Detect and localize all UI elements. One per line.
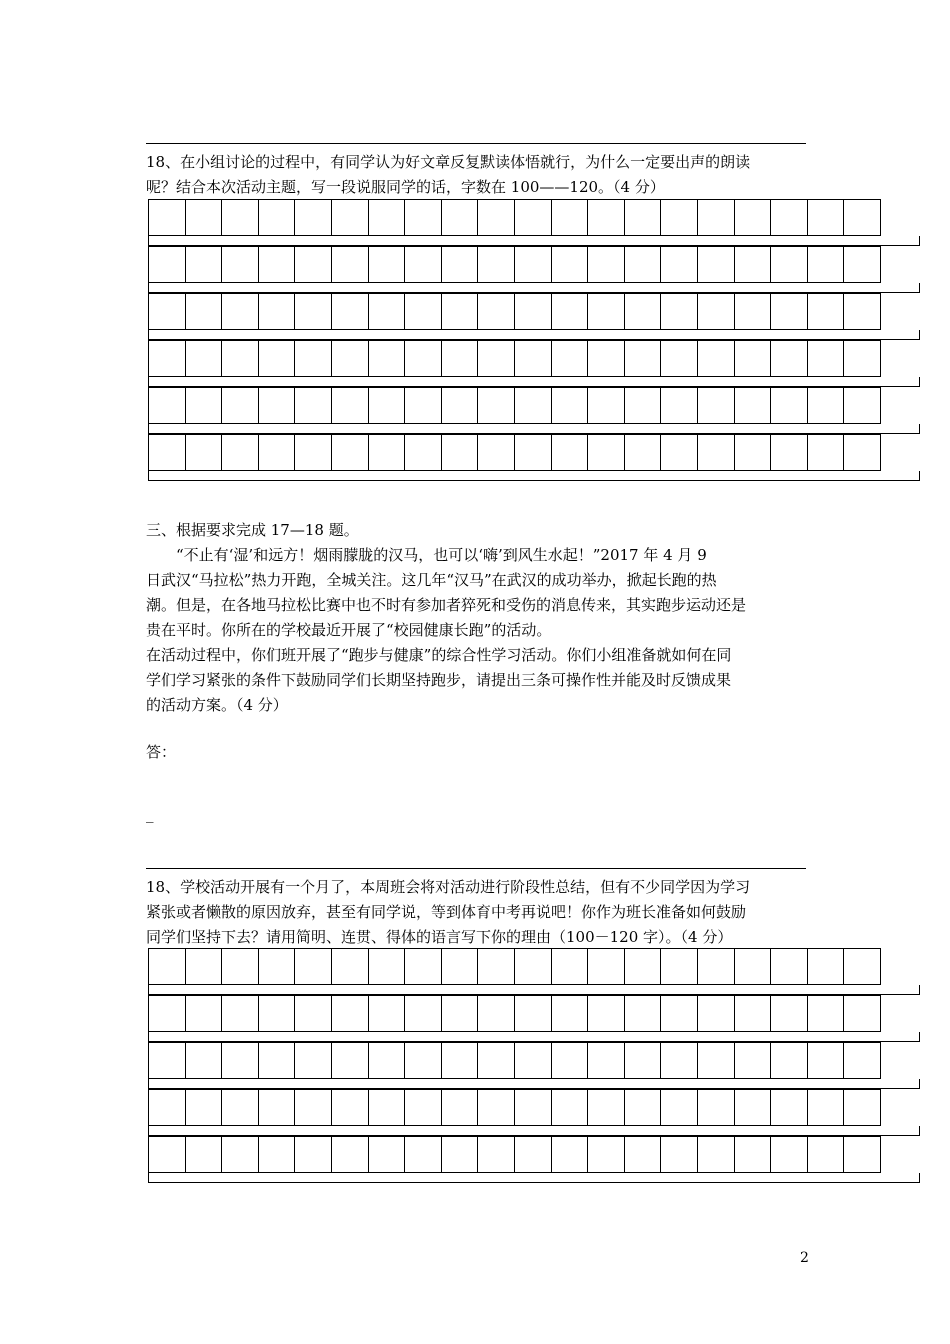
grid-cell[interactable]: [624, 948, 662, 985]
grid-cell[interactable]: [477, 199, 515, 236]
grid-cell[interactable]: [734, 293, 772, 330]
grid-row: [148, 995, 920, 1032]
grid-cell[interactable]: [624, 387, 662, 424]
grid-cell[interactable]: [148, 1089, 186, 1126]
grid-cell[interactable]: [477, 434, 515, 471]
grid-cell[interactable]: [441, 199, 479, 236]
grid-row-gap: [148, 985, 920, 995]
grid-cell[interactable]: [551, 199, 589, 236]
grid-cell[interactable]: [441, 434, 479, 471]
grid-cell[interactable]: [697, 199, 735, 236]
grid-cell[interactable]: [770, 1042, 808, 1079]
grid-cell[interactable]: [404, 434, 442, 471]
grid-cell[interactable]: [624, 199, 662, 236]
grid-cell[interactable]: [441, 1136, 479, 1173]
grid-cell[interactable]: [258, 340, 296, 377]
writing-grid-q18a[interactable]: [148, 199, 920, 481]
grid-cell[interactable]: [294, 995, 332, 1032]
grid-cell[interactable]: [697, 1136, 735, 1173]
grid-cell[interactable]: [697, 246, 735, 283]
grid-cell[interactable]: [368, 995, 406, 1032]
grid-cell[interactable]: [404, 1089, 442, 1126]
grid-cell[interactable]: [477, 948, 515, 985]
grid-cell[interactable]: [148, 293, 186, 330]
answer-blank[interactable]: _: [146, 805, 154, 823]
grid-cell[interactable]: [258, 293, 296, 330]
grid-cell[interactable]: [185, 293, 223, 330]
grid-cell[interactable]: [331, 340, 369, 377]
grid-cell[interactable]: [258, 995, 296, 1032]
grid-cell[interactable]: [770, 995, 808, 1032]
grid-cell[interactable]: [258, 1136, 296, 1173]
grid-cell[interactable]: [331, 293, 369, 330]
grid-cell[interactable]: [441, 948, 479, 985]
grid-cell[interactable]: [185, 199, 223, 236]
grid-cell[interactable]: [331, 1136, 369, 1173]
grid-cell[interactable]: [294, 1089, 332, 1126]
grid-cell[interactable]: [843, 293, 881, 330]
grid-cell[interactable]: [551, 948, 589, 985]
grid-cell[interactable]: [514, 995, 552, 1032]
grid-cell[interactable]: [221, 387, 259, 424]
grid-cell[interactable]: [734, 1136, 772, 1173]
grid-cell[interactable]: [185, 1042, 223, 1079]
grid-row-gap: [148, 377, 920, 387]
grid-cell[interactable]: [514, 293, 552, 330]
grid-cell[interactable]: [697, 1089, 735, 1126]
grid-cell[interactable]: [843, 434, 881, 471]
grid-cell[interactable]: [221, 340, 259, 377]
grid-cell[interactable]: [477, 1089, 515, 1126]
grid-cell[interactable]: [294, 340, 332, 377]
grid-cell[interactable]: [807, 293, 845, 330]
grid-cell[interactable]: [660, 340, 698, 377]
grid-cell[interactable]: [624, 246, 662, 283]
grid-cell[interactable]: [587, 948, 625, 985]
grid-cell[interactable]: [734, 995, 772, 1032]
grid-cell[interactable]: [587, 995, 625, 1032]
grid-cell[interactable]: [185, 1136, 223, 1173]
grid-cell[interactable]: [148, 387, 186, 424]
grid-cell[interactable]: [148, 246, 186, 283]
grid-row: [148, 246, 920, 283]
grid-cell[interactable]: [221, 1042, 259, 1079]
page-number: 2: [800, 1250, 809, 1266]
grid-cell[interactable]: [551, 1042, 589, 1079]
grid-cell[interactable]: [660, 387, 698, 424]
grid-row-gap: [148, 471, 920, 481]
writing-grid-q18b[interactable]: [148, 948, 920, 1183]
grid-cell[interactable]: [331, 199, 369, 236]
grid-cell[interactable]: [148, 340, 186, 377]
grid-cell[interactable]: [697, 340, 735, 377]
grid-cell[interactable]: [697, 1042, 735, 1079]
grid-cell[interactable]: [185, 340, 223, 377]
q18a-line-2: 呢？结合本次活动主题，写一段说服同学的话，字数在 100——120。（4 分）: [146, 178, 665, 196]
q18a-line-1: 18、在小组讨论的过程中，有同学认为好文章反复默读体悟就行，为什么一定要出声的朗读: [146, 153, 751, 171]
grid-cell[interactable]: [587, 340, 625, 377]
q18b-prompt: [146, 875, 806, 950]
grid-cell[interactable]: [551, 293, 589, 330]
grid-cell[interactable]: [624, 1089, 662, 1126]
grid-row-gap: [148, 283, 920, 293]
grid-cell[interactable]: [148, 1042, 186, 1079]
grid-cell[interactable]: [514, 948, 552, 985]
body-line-7: 的活动方案。（4 分）: [146, 696, 288, 714]
top-divider: [146, 143, 806, 144]
grid-cell[interactable]: [148, 434, 186, 471]
q18b-line-3: 同学们坚持下去？请用简明、连贯、得体的语言写下你的理由（100－120 字）。（4 分）: [146, 928, 733, 946]
grid-cell[interactable]: [770, 948, 808, 985]
grid-cell[interactable]: [294, 948, 332, 985]
grid-cell[interactable]: [734, 434, 772, 471]
grid-cell[interactable]: [441, 1042, 479, 1079]
grid-row: [148, 1089, 920, 1126]
grid-row: [148, 199, 920, 236]
grid-cell[interactable]: [807, 1089, 845, 1126]
grid-cell[interactable]: [624, 1136, 662, 1173]
q18b-line-2: 紧张或者懒散的原因放弃，甚至有同学说，等到体育中考再说吧！你作为班长准备如何鼓励: [146, 903, 747, 921]
section-three-heading: 三、根据要求完成 17—18 题。: [146, 521, 359, 539]
grid-cell[interactable]: [221, 995, 259, 1032]
grid-cell[interactable]: [551, 995, 589, 1032]
body-line-1: “不止有‘湿’和远方！烟雨朦胧的汉马，也可以‘嗨’到风生水起！”2017 年 4 月 9: [176, 546, 707, 564]
grid-cell[interactable]: [148, 995, 186, 1032]
grid-row-gap: [148, 1079, 920, 1089]
grid-cell[interactable]: [294, 1136, 332, 1173]
grid-cell[interactable]: [148, 948, 186, 985]
grid-cell[interactable]: [697, 995, 735, 1032]
grid-cell[interactable]: [624, 434, 662, 471]
grid-cell[interactable]: [331, 246, 369, 283]
grid-cell[interactable]: [734, 199, 772, 236]
grid-cell[interactable]: [477, 1136, 515, 1173]
grid-cell[interactable]: [477, 246, 515, 283]
grid-cell[interactable]: [331, 387, 369, 424]
grid-cell[interactable]: [368, 199, 406, 236]
grid-cell[interactable]: [807, 246, 845, 283]
grid-cell[interactable]: [331, 434, 369, 471]
grid-cell[interactable]: [294, 293, 332, 330]
grid-cell[interactable]: [514, 387, 552, 424]
grid-cell[interactable]: [807, 995, 845, 1032]
grid-cell[interactable]: [148, 199, 186, 236]
grid-cell[interactable]: [477, 387, 515, 424]
grid-cell[interactable]: [660, 1089, 698, 1126]
body-line-2: 日武汉“马拉松”热力开跑，全城关注。这几年“汉马”在武汉的成功举办，掀起长跑的热: [146, 571, 717, 589]
grid-cell[interactable]: [294, 387, 332, 424]
grid-cell[interactable]: [404, 246, 442, 283]
grid-cell[interactable]: [514, 246, 552, 283]
grid-cell[interactable]: [514, 340, 552, 377]
grid-cell[interactable]: [770, 434, 808, 471]
grid-cell[interactable]: [770, 387, 808, 424]
grid-row-gap: [148, 424, 920, 434]
grid-cell[interactable]: [258, 948, 296, 985]
grid-cell[interactable]: [734, 340, 772, 377]
grid-cell[interactable]: [843, 1136, 881, 1173]
grid-cell[interactable]: [587, 387, 625, 424]
grid-cell[interactable]: [770, 1136, 808, 1173]
grid-row-gap: [148, 1173, 920, 1183]
grid-cell[interactable]: [185, 1089, 223, 1126]
grid-cell[interactable]: [368, 387, 406, 424]
grid-cell[interactable]: [368, 293, 406, 330]
grid-cell[interactable]: [331, 1089, 369, 1126]
grid-cell[interactable]: [843, 995, 881, 1032]
grid-cell[interactable]: [368, 1136, 406, 1173]
body-line-3: 潮。但是，在各地马拉松比赛中也不时有参加者猝死和受伤的消息传来，其实跑步运动还是: [146, 596, 747, 614]
grid-cell[interactable]: [734, 1089, 772, 1126]
grid-cell[interactable]: [697, 434, 735, 471]
grid-cell[interactable]: [258, 1042, 296, 1079]
grid-cell[interactable]: [514, 434, 552, 471]
grid-cell[interactable]: [404, 995, 442, 1032]
grid-cell[interactable]: [624, 293, 662, 330]
grid-row-gap: [148, 330, 920, 340]
grid-cell[interactable]: [697, 387, 735, 424]
grid-cell[interactable]: [185, 434, 223, 471]
grid-cell[interactable]: [551, 340, 589, 377]
grid-cell[interactable]: [587, 1042, 625, 1079]
grid-cell[interactable]: [734, 246, 772, 283]
grid-cell[interactable]: [770, 340, 808, 377]
grid-cell[interactable]: [660, 1136, 698, 1173]
grid-cell[interactable]: [514, 1042, 552, 1079]
grid-cell[interactable]: [660, 199, 698, 236]
grid-cell[interactable]: [587, 199, 625, 236]
q18b-line-1: 18、学校活动开展有一个月了，本周班会将对活动进行阶段性总结，但有不少同学因为学习: [146, 878, 751, 896]
grid-cell[interactable]: [551, 1136, 589, 1173]
grid-row: [148, 387, 920, 424]
grid-cell[interactable]: [331, 948, 369, 985]
grid-cell[interactable]: [368, 434, 406, 471]
middle-divider: [146, 868, 806, 869]
grid-cell[interactable]: [441, 246, 479, 283]
grid-cell[interactable]: [551, 387, 589, 424]
grid-cell[interactable]: [807, 340, 845, 377]
body-line-4: 贵在平时。你所在的学校最近开展了“校园健康长跑”的活动。: [146, 621, 552, 639]
answer-label: 答：: [146, 743, 177, 761]
grid-cell[interactable]: [185, 246, 223, 283]
grid-cell[interactable]: [624, 1042, 662, 1079]
grid-row-gap: [148, 236, 920, 246]
grid-cell[interactable]: [441, 340, 479, 377]
q18a-prompt: [146, 150, 806, 200]
grid-cell[interactable]: [624, 340, 662, 377]
grid-cell[interactable]: [770, 293, 808, 330]
grid-cell[interactable]: [843, 948, 881, 985]
grid-cell[interactable]: [148, 1136, 186, 1173]
grid-cell[interactable]: [807, 434, 845, 471]
grid-cell[interactable]: [660, 293, 698, 330]
grid-cell[interactable]: [221, 434, 259, 471]
grid-cell[interactable]: [587, 246, 625, 283]
grid-cell[interactable]: [441, 1089, 479, 1126]
grid-row: [148, 1042, 920, 1079]
grid-cell[interactable]: [587, 434, 625, 471]
grid-cell[interactable]: [294, 1042, 332, 1079]
grid-cell[interactable]: [734, 948, 772, 985]
grid-cell[interactable]: [221, 1089, 259, 1126]
grid-cell[interactable]: [660, 948, 698, 985]
grid-cell[interactable]: [514, 199, 552, 236]
grid-cell[interactable]: [514, 1136, 552, 1173]
grid-cell[interactable]: [404, 1042, 442, 1079]
grid-cell[interactable]: [404, 340, 442, 377]
grid-cell[interactable]: [734, 1042, 772, 1079]
grid-cell[interactable]: [587, 1136, 625, 1173]
grid-row: [148, 1136, 920, 1173]
grid-cell[interactable]: [404, 1136, 442, 1173]
grid-cell[interactable]: [660, 434, 698, 471]
section-three-body: [146, 543, 806, 718]
grid-cell[interactable]: [221, 948, 259, 985]
grid-cell[interactable]: [404, 387, 442, 424]
grid-cell[interactable]: [294, 246, 332, 283]
body-line-6: 学们学习紧张的条件下鼓励同学们长期坚持跑步，请提出三条可操作性并能及时反馈成果: [146, 671, 732, 689]
grid-cell[interactable]: [258, 1089, 296, 1126]
grid-row: [148, 293, 920, 330]
grid-row: [148, 948, 920, 985]
grid-cell[interactable]: [843, 340, 881, 377]
grid-cell[interactable]: [807, 387, 845, 424]
grid-cell[interactable]: [294, 434, 332, 471]
grid-cell[interactable]: [185, 995, 223, 1032]
grid-row-gap: [148, 1126, 920, 1136]
grid-cell[interactable]: [368, 1089, 406, 1126]
grid-cell[interactable]: [624, 995, 662, 1032]
grid-cell[interactable]: [441, 293, 479, 330]
grid-cell[interactable]: [697, 293, 735, 330]
grid-cell[interactable]: [368, 948, 406, 985]
grid-cell[interactable]: [404, 293, 442, 330]
grid-cell[interactable]: [660, 246, 698, 283]
grid-cell[interactable]: [368, 340, 406, 377]
grid-cell[interactable]: [221, 293, 259, 330]
grid-cell[interactable]: [441, 995, 479, 1032]
grid-cell[interactable]: [185, 387, 223, 424]
grid-cell[interactable]: [843, 199, 881, 236]
grid-cell[interactable]: [294, 199, 332, 236]
grid-cell[interactable]: [331, 995, 369, 1032]
grid-cell[interactable]: [807, 199, 845, 236]
grid-cell[interactable]: [441, 387, 479, 424]
grid-cell[interactable]: [331, 1042, 369, 1079]
grid-cell[interactable]: [807, 948, 845, 985]
grid-cell[interactable]: [843, 1089, 881, 1126]
grid-cell[interactable]: [258, 199, 296, 236]
grid-cell[interactable]: [404, 948, 442, 985]
grid-cell[interactable]: [770, 246, 808, 283]
grid-cell[interactable]: [477, 340, 515, 377]
grid-cell[interactable]: [551, 434, 589, 471]
grid-cell[interactable]: [660, 995, 698, 1032]
grid-cell[interactable]: [697, 948, 735, 985]
grid-row: [148, 340, 920, 377]
grid-cell[interactable]: [258, 246, 296, 283]
grid-cell[interactable]: [221, 199, 259, 236]
grid-cell[interactable]: [807, 1042, 845, 1079]
grid-cell[interactable]: [477, 995, 515, 1032]
grid-cell[interactable]: [258, 387, 296, 424]
grid-cell[interactable]: [551, 1089, 589, 1126]
grid-cell[interactable]: [843, 387, 881, 424]
grid-cell[interactable]: [843, 1042, 881, 1079]
grid-cell[interactable]: [770, 1089, 808, 1126]
grid-cell[interactable]: [221, 1136, 259, 1173]
grid-cell[interactable]: [404, 199, 442, 236]
grid-cell[interactable]: [221, 246, 259, 283]
grid-row-gap: [148, 1032, 920, 1042]
body-line-5: 在活动过程中，你们班开展了“跑步与健康”的综合性学习活动。你们小组准备就如何在同: [146, 646, 732, 664]
grid-cell[interactable]: [368, 246, 406, 283]
grid-cell[interactable]: [770, 199, 808, 236]
grid-row: [148, 434, 920, 471]
grid-cell[interactable]: [185, 948, 223, 985]
grid-cell[interactable]: [258, 434, 296, 471]
grid-cell[interactable]: [807, 1136, 845, 1173]
grid-cell[interactable]: [587, 293, 625, 330]
grid-cell[interactable]: [734, 387, 772, 424]
grid-cell[interactable]: [477, 1042, 515, 1079]
grid-cell[interactable]: [843, 246, 881, 283]
grid-cell[interactable]: [368, 1042, 406, 1079]
grid-cell[interactable]: [660, 1042, 698, 1079]
grid-cell[interactable]: [477, 293, 515, 330]
grid-cell[interactable]: [514, 1089, 552, 1126]
grid-cell[interactable]: [587, 1089, 625, 1126]
grid-cell[interactable]: [551, 246, 589, 283]
